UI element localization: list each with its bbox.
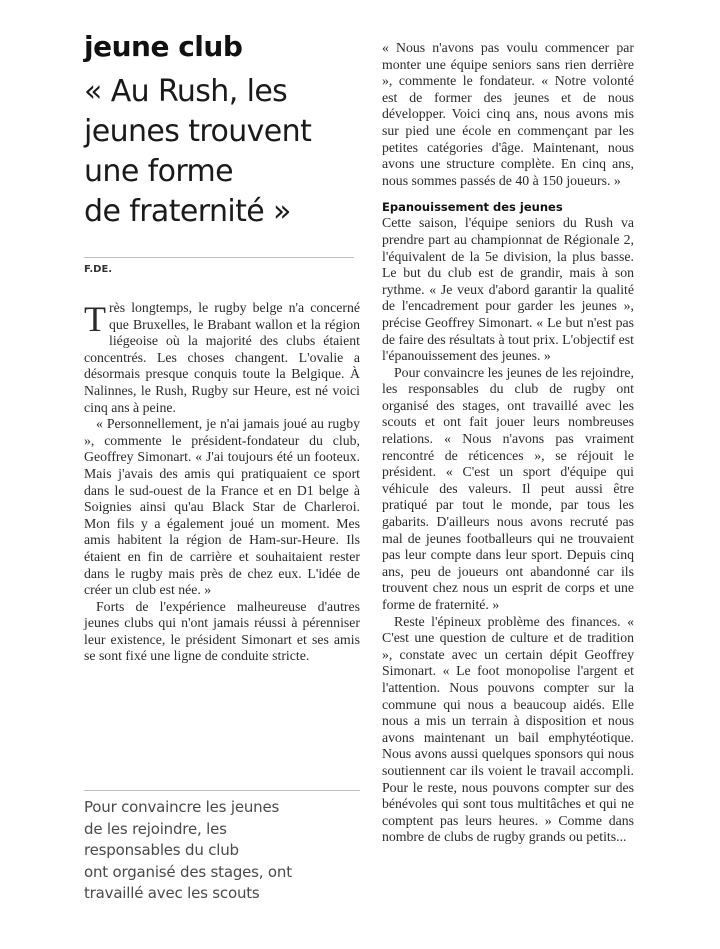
pull-quote — [84, 797, 360, 905]
body-paragraph: Reste l'épineux problème des finances. « C'est une question de culture et de tradition », constate avec un certain dépit Geoffrey Simonart. « Le foot monopolise l'argent et l'attention. Nous pouvons compter sur la commune qui nous a beaucoup aidés. Elle nous a mis un terrain à disposition et nous avons maintenant un bail emphytéotique. Nous avons aussi quelques sponsors qui nous soutiennent car ils voient le travail accompli. Pour le reste, nous pouvons compter sur des bénévoles qui sont tous multitâches et qui ne comptent pas leurs heures. » Comme dans nombre de clubs de rugby grands ou petits... — [382, 613, 634, 845]
headline-line: « Au Rush, les — [84, 74, 288, 109]
paragraph-text: rès longtemps, le rugby belge n'a concerné que Bruxelles, le Brabant wallon et la région liégeoise où la majorité des clubs étaient concentrés. Les choses changent. L'ovalie a désormais presque conquis toute la Belgique. À Nalinnes, le Rush, Rugby sur Heure, est né voici cinq ans à peine. — [84, 300, 360, 415]
drop-cap: T — [84, 299, 106, 339]
pullquote-divider — [84, 790, 360, 791]
article-column-1 — [84, 300, 360, 665]
body-paragraph — [84, 300, 360, 416]
headline-line: de fraternité » — [84, 194, 291, 229]
pullquote-line: ont organisé des stages, ont — [84, 862, 292, 881]
pullquote-line: responsables du club — [84, 841, 239, 859]
body-paragraph: Forts de l'expérience malheureuse d'autres jeunes clubs qui n'ont jamais réussi à pérenniser leur existence, le président Simonart et ses amis se sont fixé une ligne de conduite stricte. — [84, 598, 360, 664]
headline-line: une forme — [84, 154, 234, 189]
byline-divider — [84, 257, 354, 258]
article-kicker: jeune club — [84, 30, 243, 63]
pullquote-line: Pour convaincre les jeunes — [84, 798, 280, 816]
body-paragraph: Cette saison, l'équipe seniors du Rush va prendre part au championnat de Régionale 2, l'équivalent de la 5e division, la plus basse. Le but du club est de grandir, mais à son rythme. « Je veux d'abord garantir la qualité de l'encadrement pour garder les jeunes », précise Geoffrey Simonart. « Le but n'est pas de faire des résultats à tout prix. L'objectif est l'épanouissement des jeunes. » — [382, 215, 634, 364]
pullquote-line: de les rejoindre, les — [84, 819, 227, 838]
headline-line: jeunes trouvent — [84, 114, 312, 149]
body-paragraph: « Personnellement, je n'ai jamais joué au rugby », commente le président-fondateur du club, Geoffrey Simonart. « J'ai toujours été un footeux. Mais j'avais des amis qui pratiquaient ce sport dans le sud-ouest de la France et en D1 belge à Soignies ainsi qu'au Black Star de Charleroi. Mon fils y a également joué un moment. Mes amis habitent la région de Ham-sur-Heure. Ils étaient en fin de carrière et souhaitaient rester dans le rugby mais près de chez eux. L'idée de créer un club est née. » — [84, 416, 360, 598]
body-paragraph: Pour convaincre les jeunes de les rejoindre, les responsables du club de rugby ont organisé des stages, ont travaillé avec les scouts et ont fait jouer leurs nombreuses relations. « Nous n'avons pas vraiment rencontré de réticences », se réjouit le président. « C'est un sport d'équipe qui véhicule des valeurs. Il peut aussi être pratiqué par tout le monde, par tous les gabarits. D'ailleurs nous avons recruté pas mal de jeunes footballeurs qui ne trouvaient pas leur compte dans leur sport. Depuis cinq ans, peu de joueurs ont abandonné car ils trouvent chez nous un esprit de corps et une forme de fraternité. » — [382, 364, 634, 612]
article-headline — [84, 72, 344, 232]
pullquote-line: travaillé avec les scouts — [84, 884, 260, 902]
section-subheading: Epanouissement des jeunes — [382, 200, 563, 215]
article-column-2 — [382, 40, 634, 846]
byline: F.DE. — [84, 264, 113, 275]
body-paragraph: « Nous n'avons pas voulu commencer par monter une équipe seniors sans rien derrière », commente le fondateur. « Notre volonté est de former des jeunes et de nous développer. Voici cinq ans, nous avons mis sur pied une école en commençant par les petites catégories d'âge. Maintenant, nous avons une structure complète. En cinq ans, nous sommes passés de 40 à 150 joueurs. » — [382, 40, 634, 188]
